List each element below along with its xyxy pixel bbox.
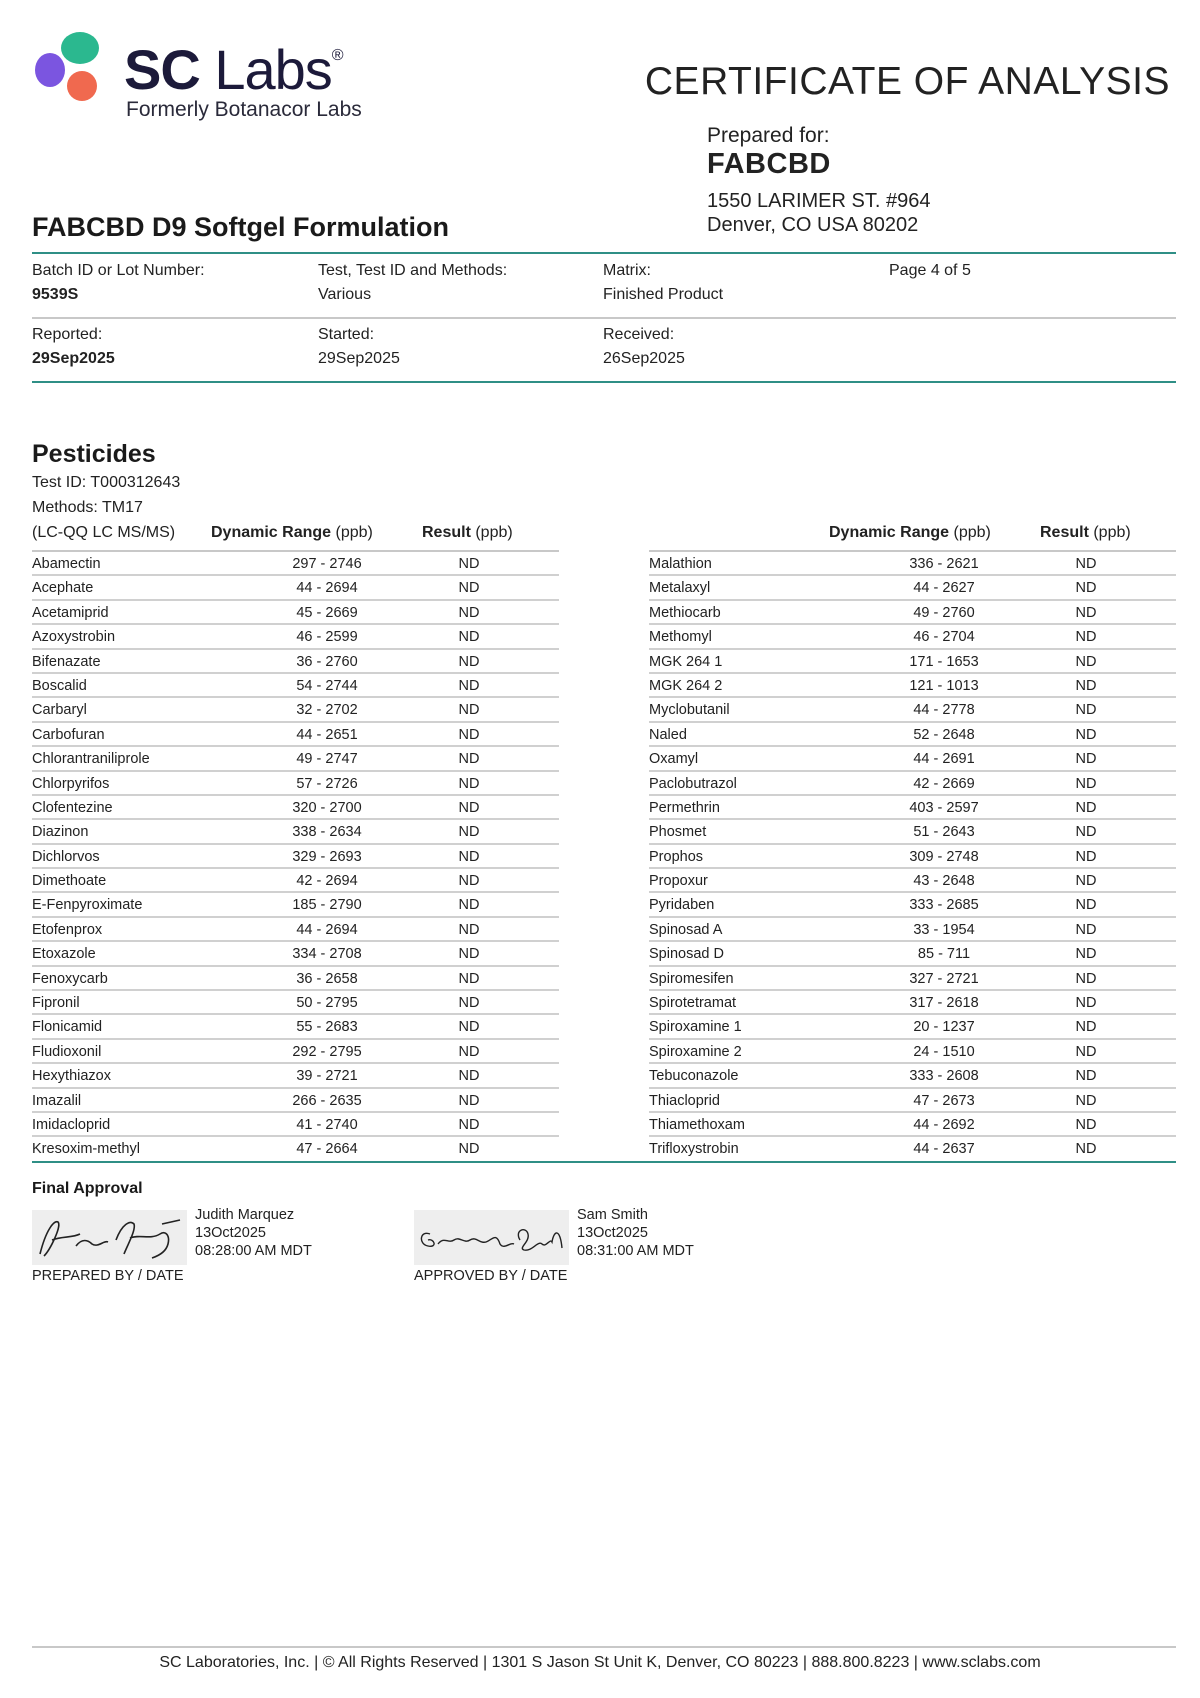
table-row bbox=[649, 576, 1176, 600]
dynamic-range: 320 - 2700 bbox=[292, 799, 362, 816]
result-value: ND bbox=[1075, 1019, 1097, 1036]
methods: Methods: TM17 bbox=[32, 499, 143, 516]
table-row bbox=[649, 552, 1176, 576]
table-row bbox=[649, 796, 1176, 820]
table-row bbox=[32, 1137, 559, 1161]
header-divider bbox=[32, 252, 1176, 254]
preparer-date: 13Oct2025 bbox=[195, 1225, 266, 1241]
dynamic-range: 85 - 711 bbox=[917, 946, 971, 963]
pesticide-name: Thiacloprid bbox=[649, 1092, 720, 1109]
preparer-name: Judith Marquez bbox=[195, 1207, 295, 1223]
pesticide-name: Bifenazate bbox=[32, 653, 101, 670]
table-row bbox=[649, 1113, 1176, 1137]
dynamic-range: 42 - 2694 bbox=[296, 873, 358, 890]
reported-field bbox=[32, 326, 115, 368]
dynamic-range: 47 - 2664 bbox=[296, 1141, 358, 1158]
dynamic-range: 41 - 2740 bbox=[296, 1116, 358, 1133]
page-number: Page 4 of 5 bbox=[889, 262, 971, 279]
table-row bbox=[649, 1064, 1176, 1088]
client-address-line2: Denver, CO USA 80202 bbox=[707, 214, 919, 236]
table-row bbox=[649, 869, 1176, 893]
table-row bbox=[649, 1040, 1176, 1064]
table-row bbox=[649, 747, 1176, 771]
dynamic-range: 36 - 2658 bbox=[296, 970, 358, 987]
started-field bbox=[318, 326, 400, 368]
preparer-signature-icon bbox=[32, 1210, 187, 1265]
table-row bbox=[649, 674, 1176, 698]
result-value: ND bbox=[458, 995, 480, 1012]
logo-mark-icon bbox=[32, 30, 112, 110]
result-value: ND bbox=[1075, 556, 1097, 572]
table-row bbox=[32, 991, 559, 1015]
reported-label: Reported: bbox=[32, 326, 103, 343]
result-value: ND bbox=[458, 921, 480, 938]
pesticide-name: Kresoxim-methyl bbox=[32, 1141, 140, 1158]
dynamic-range: 333 - 2685 bbox=[909, 897, 979, 914]
table-row bbox=[649, 601, 1176, 625]
table-row bbox=[32, 1089, 559, 1113]
result-value: ND bbox=[458, 799, 480, 816]
result-value: ND bbox=[458, 677, 480, 694]
pesticide-name: Flonicamid bbox=[32, 1019, 103, 1036]
result-value: ND bbox=[1075, 1116, 1097, 1133]
right-col-header-result: Result (ppb) bbox=[1040, 524, 1131, 541]
pesticide-name: Dimethoate bbox=[32, 873, 107, 890]
dynamic-range: 266 - 2635 bbox=[292, 1092, 362, 1109]
result-value: ND bbox=[1075, 946, 1097, 963]
client-name: FABCBD bbox=[707, 148, 831, 180]
table-row bbox=[649, 650, 1176, 674]
result-value: ND bbox=[458, 751, 480, 768]
pesticide-name: Spiromesifen bbox=[649, 970, 734, 987]
result-value: ND bbox=[1075, 726, 1097, 743]
table-row bbox=[32, 820, 559, 844]
approver-time: 08:31:00 AM MDT bbox=[577, 1243, 694, 1259]
final-approval-title: Final Approval bbox=[32, 1180, 143, 1197]
table-row bbox=[32, 1040, 559, 1064]
dynamic-range: 39 - 2721 bbox=[296, 1068, 358, 1085]
result-value: ND bbox=[1075, 653, 1097, 670]
dynamic-range: 44 - 2692 bbox=[913, 1116, 975, 1133]
pesticide-name: Acetamiprid bbox=[32, 604, 109, 621]
table-row bbox=[649, 967, 1176, 991]
pesticide-name: Malathion bbox=[649, 556, 712, 572]
table-row bbox=[32, 942, 559, 966]
result-value: ND bbox=[458, 970, 480, 987]
dynamic-range: 336 - 2621 bbox=[909, 556, 979, 572]
test-label: Test, Test ID and Methods: bbox=[318, 262, 508, 279]
dynamic-range: 24 - 1510 bbox=[913, 1043, 975, 1060]
pesticide-name: Myclobutanil bbox=[649, 702, 730, 719]
dynamic-range: 317 - 2618 bbox=[909, 995, 979, 1012]
table-row bbox=[649, 820, 1176, 844]
result-value: ND bbox=[458, 1116, 480, 1133]
pesticide-name: Fludioxonil bbox=[32, 1043, 102, 1060]
pesticide-name: Propoxur bbox=[649, 873, 708, 890]
table-row bbox=[32, 918, 559, 942]
dynamic-range: 292 - 2795 bbox=[292, 1043, 362, 1060]
result-value: ND bbox=[458, 653, 480, 670]
table-row bbox=[649, 772, 1176, 796]
received-value: 26Sep2025 bbox=[603, 350, 685, 367]
sc-labs-logo bbox=[32, 30, 372, 125]
result-value: ND bbox=[1075, 702, 1097, 719]
dynamic-range: 338 - 2634 bbox=[292, 824, 362, 841]
started-label: Started: bbox=[318, 326, 375, 343]
result-value: ND bbox=[1075, 604, 1097, 621]
approver-signature-icon bbox=[414, 1210, 569, 1265]
table-row bbox=[32, 1113, 559, 1137]
dynamic-range: 44 - 2627 bbox=[913, 580, 975, 597]
table-row bbox=[649, 845, 1176, 869]
test-value: Various bbox=[318, 286, 372, 303]
dynamic-range: 329 - 2693 bbox=[292, 848, 362, 865]
dynamic-range: 44 - 2651 bbox=[296, 726, 358, 743]
dynamic-range: 45 - 2669 bbox=[296, 604, 358, 621]
approved-by-label: APPROVED BY / DATE bbox=[414, 1268, 568, 1284]
table-row bbox=[32, 625, 559, 649]
pesticide-name: Trifloxystrobin bbox=[649, 1141, 739, 1158]
dynamic-range: 43 - 2648 bbox=[913, 873, 975, 890]
prepared-for-label: Prepared for: bbox=[707, 124, 830, 147]
table-row bbox=[649, 625, 1176, 649]
table-row bbox=[32, 1064, 559, 1088]
result-value: ND bbox=[1075, 824, 1097, 841]
result-value: ND bbox=[458, 1068, 480, 1085]
pesticide-name: Acephate bbox=[32, 580, 94, 597]
result-value: ND bbox=[458, 873, 480, 890]
dynamic-range: 50 - 2795 bbox=[296, 995, 358, 1012]
result-value: ND bbox=[458, 726, 480, 743]
pesticides-table-right bbox=[649, 552, 1176, 1162]
preparer-time: 08:28:00 AM MDT bbox=[195, 1243, 312, 1259]
dynamic-range: 333 - 2608 bbox=[909, 1068, 979, 1085]
pesticide-name: Chlorantraniliprole bbox=[32, 751, 150, 768]
dynamic-range: 46 - 2599 bbox=[296, 629, 358, 646]
dynamic-range: 44 - 2694 bbox=[296, 921, 358, 938]
pesticide-name: Fenoxycarb bbox=[32, 970, 108, 987]
result-value: ND bbox=[1075, 897, 1097, 914]
batch-label: Batch ID or Lot Number: bbox=[32, 262, 205, 279]
result-value: ND bbox=[458, 604, 480, 621]
pesticide-name: Oxamyl bbox=[649, 751, 699, 768]
result-value: ND bbox=[458, 702, 480, 719]
dynamic-range: 171 - 1653 bbox=[909, 653, 979, 670]
approver-signature bbox=[414, 1210, 569, 1265]
logo-subtitle: Formerly Botanacor Labs bbox=[126, 98, 362, 121]
batch-value: 9539S bbox=[32, 286, 79, 303]
result-value: ND bbox=[458, 946, 480, 963]
pesticide-name: Paclobutrazol bbox=[649, 775, 737, 792]
result-value: ND bbox=[1075, 995, 1097, 1012]
table-row bbox=[649, 893, 1176, 917]
dynamic-range: 309 - 2748 bbox=[909, 848, 979, 865]
preparer-signature bbox=[32, 1210, 187, 1265]
table-row bbox=[32, 552, 559, 576]
pesticide-name: Diazinon bbox=[32, 824, 89, 841]
result-value: ND bbox=[458, 775, 480, 792]
dynamic-range: 55 - 2683 bbox=[296, 1019, 358, 1036]
pesticide-name: Fipronil bbox=[32, 995, 80, 1012]
result-value: ND bbox=[1075, 1092, 1097, 1109]
table-row bbox=[649, 991, 1176, 1015]
client-address-line1: 1550 LARIMER ST. #964 bbox=[707, 190, 931, 212]
pesticide-name: Clofentezine bbox=[32, 799, 113, 816]
meta-bottom-divider bbox=[32, 381, 1176, 383]
pesticide-name: Etofenprox bbox=[32, 921, 103, 938]
table-row bbox=[32, 747, 559, 771]
result-value: ND bbox=[1075, 677, 1097, 694]
dynamic-range: 49 - 2747 bbox=[296, 751, 358, 768]
pesticide-name: Pyridaben bbox=[649, 897, 715, 914]
test-id: Test ID: T000312643 bbox=[32, 474, 181, 491]
result-value: ND bbox=[1075, 580, 1097, 597]
received-field bbox=[603, 326, 685, 368]
pesticide-name: Methomyl bbox=[649, 629, 712, 646]
pesticide-name: Abamectin bbox=[32, 556, 101, 572]
result-value: ND bbox=[458, 556, 480, 572]
pesticide-name: Phosmet bbox=[649, 824, 707, 841]
result-value: ND bbox=[1075, 751, 1097, 768]
pesticide-name: Tebuconazole bbox=[649, 1068, 739, 1085]
pesticide-name: Spiroxamine 2 bbox=[649, 1043, 742, 1060]
table-row bbox=[32, 601, 559, 625]
dynamic-range: 44 - 2778 bbox=[913, 702, 975, 719]
dynamic-range: 51 - 2643 bbox=[913, 824, 975, 841]
dynamic-range: 49 - 2760 bbox=[913, 604, 975, 621]
result-value: ND bbox=[458, 580, 480, 597]
table-row bbox=[32, 1015, 559, 1039]
prepared-by-label: PREPARED BY / DATE bbox=[32, 1268, 184, 1284]
pesticide-name: Azoxystrobin bbox=[32, 629, 116, 646]
approver-name: Sam Smith bbox=[577, 1207, 648, 1223]
dynamic-range: 52 - 2648 bbox=[913, 726, 975, 743]
logo-wordmark: SC Labs® bbox=[124, 38, 343, 101]
dynamic-range: 46 - 2704 bbox=[913, 629, 975, 646]
table-row bbox=[32, 698, 559, 722]
test-field bbox=[318, 262, 507, 304]
pesticide-name: MGK 264 2 bbox=[649, 677, 723, 694]
table-row bbox=[649, 698, 1176, 722]
footer-divider bbox=[32, 1646, 1176, 1648]
result-value: ND bbox=[1075, 629, 1097, 646]
pesticide-name: Imazalil bbox=[32, 1092, 82, 1109]
left-col-header-result: Result (ppb) bbox=[422, 524, 513, 541]
document-title: CERTIFICATE OF ANALYSIS bbox=[644, 60, 1170, 103]
result-value: ND bbox=[1075, 775, 1097, 792]
pesticide-name: Dichlorvos bbox=[32, 848, 100, 865]
table-row bbox=[649, 918, 1176, 942]
pesticide-name: Permethrin bbox=[649, 799, 720, 816]
dynamic-range: 334 - 2708 bbox=[292, 946, 362, 963]
table-row bbox=[649, 723, 1176, 747]
pesticide-name: E-Fenpyroximate bbox=[32, 897, 143, 914]
table-row bbox=[649, 942, 1176, 966]
table-row bbox=[32, 967, 559, 991]
table-row bbox=[32, 772, 559, 796]
pesticide-name: Boscalid bbox=[32, 677, 87, 694]
result-value: ND bbox=[458, 1092, 480, 1109]
result-value: ND bbox=[458, 1019, 480, 1036]
pesticide-name: Spinosad D bbox=[649, 946, 724, 963]
matrix-value: Finished Product bbox=[603, 286, 724, 303]
table-row bbox=[32, 796, 559, 820]
result-value: ND bbox=[458, 848, 480, 865]
result-value: ND bbox=[1075, 921, 1097, 938]
right-col-header-range: Dynamic Range (ppb) bbox=[829, 524, 991, 541]
pesticide-name: Spirotetramat bbox=[649, 995, 737, 1012]
dynamic-range: 32 - 2702 bbox=[296, 702, 358, 719]
dynamic-range: 297 - 2746 bbox=[292, 556, 362, 572]
table-row bbox=[649, 1137, 1176, 1161]
meta-divider bbox=[32, 317, 1176, 319]
pesticide-name: Carbofuran bbox=[32, 726, 105, 743]
result-value: ND bbox=[1075, 1141, 1097, 1158]
footer-text: SC Laboratories, Inc. | © All Rights Reserved | 1301 S Jason St Unit K, Denver, CO 80223 | 888.800.8223 | www.sclabs.com bbox=[159, 1654, 1041, 1671]
dynamic-range: 33 - 1954 bbox=[913, 921, 975, 938]
table-row bbox=[32, 893, 559, 917]
result-value: ND bbox=[458, 897, 480, 914]
pesticide-name: Methiocarb bbox=[649, 604, 721, 621]
left-col-header-range: Dynamic Range (ppb) bbox=[211, 524, 373, 541]
table-row bbox=[32, 576, 559, 600]
result-value: ND bbox=[1075, 848, 1097, 865]
dynamic-range: 121 - 1013 bbox=[909, 677, 979, 694]
pesticide-name: Hexythiazox bbox=[32, 1068, 111, 1085]
preparer-info bbox=[195, 1206, 312, 1260]
dynamic-range: 57 - 2726 bbox=[296, 775, 358, 792]
table-row bbox=[649, 1015, 1176, 1039]
dynamic-range: 20 - 1237 bbox=[913, 1019, 975, 1036]
approver-date: 13Oct2025 bbox=[577, 1225, 648, 1241]
dynamic-range: 47 - 2673 bbox=[913, 1092, 975, 1109]
result-value: ND bbox=[1075, 799, 1097, 816]
matrix-field bbox=[603, 262, 723, 304]
technique: (LC-QQ LC MS/MS) bbox=[32, 524, 176, 541]
pesticide-name: Metalaxyl bbox=[649, 580, 711, 597]
dynamic-range: 44 - 2691 bbox=[913, 751, 975, 768]
table-row bbox=[32, 845, 559, 869]
dynamic-range: 36 - 2760 bbox=[296, 653, 358, 670]
section-title-pesticides: Pesticides bbox=[32, 440, 156, 468]
result-value: ND bbox=[458, 1043, 480, 1060]
batch-field bbox=[32, 262, 205, 304]
result-value: ND bbox=[1075, 970, 1097, 987]
table-row bbox=[32, 674, 559, 698]
pesticide-name: Spinosad A bbox=[649, 921, 723, 938]
table-row bbox=[32, 723, 559, 747]
pesticide-name: MGK 264 1 bbox=[649, 653, 723, 670]
result-value: ND bbox=[458, 629, 480, 646]
pesticide-name: Naled bbox=[649, 726, 687, 743]
dynamic-range: 44 - 2637 bbox=[913, 1141, 975, 1158]
dynamic-range: 327 - 2721 bbox=[909, 970, 979, 987]
received-label: Received: bbox=[603, 326, 675, 343]
product-name: FABCBD D9 Softgel Formulation bbox=[32, 212, 449, 242]
result-value: ND bbox=[1075, 1043, 1097, 1060]
result-value: ND bbox=[458, 1141, 480, 1158]
table-row bbox=[649, 1089, 1176, 1113]
matrix-label: Matrix: bbox=[603, 262, 651, 279]
pesticide-name: Etoxazole bbox=[32, 946, 96, 963]
pesticide-name: Spiroxamine 1 bbox=[649, 1019, 742, 1036]
dynamic-range: 185 - 2790 bbox=[292, 897, 362, 914]
pesticide-name: Chlorpyrifos bbox=[32, 775, 110, 792]
result-value: ND bbox=[1075, 1068, 1097, 1085]
reported-value: 29Sep2025 bbox=[32, 350, 115, 367]
result-value: ND bbox=[1075, 873, 1097, 890]
dynamic-range: 44 - 2694 bbox=[296, 580, 358, 597]
pesticides-table-left bbox=[32, 552, 559, 1162]
table-row bbox=[32, 650, 559, 674]
dynamic-range: 403 - 2597 bbox=[909, 799, 979, 816]
pesticide-name: Thiamethoxam bbox=[649, 1116, 745, 1133]
dynamic-range: 54 - 2744 bbox=[296, 677, 358, 694]
approver-info bbox=[577, 1206, 694, 1260]
started-value: 29Sep2025 bbox=[318, 350, 400, 367]
table-row bbox=[32, 869, 559, 893]
pesticide-name: Imidacloprid bbox=[32, 1116, 111, 1133]
pesticide-name: Prophos bbox=[649, 848, 704, 865]
pesticide-name: Carbaryl bbox=[32, 702, 87, 719]
table-bottom-divider bbox=[32, 1161, 1176, 1163]
dynamic-range: 42 - 2669 bbox=[913, 775, 975, 792]
result-value: ND bbox=[458, 824, 480, 841]
